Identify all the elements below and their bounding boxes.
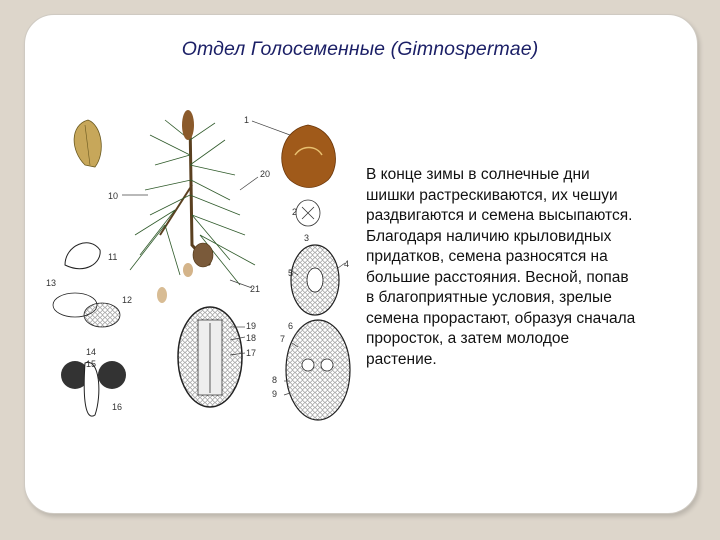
- figure-label: 20: [260, 169, 271, 179]
- text-line: семена прорастают, образуя сначала: [366, 309, 636, 327]
- seed-drawing: [296, 200, 320, 226]
- pine-branch-drawing: [130, 110, 255, 303]
- figure-label: 8: [272, 375, 278, 385]
- figure-label: 12: [122, 295, 133, 305]
- cone-scale-drawing: [282, 125, 336, 188]
- figure-label: 1: [244, 115, 250, 125]
- figure-label: 16: [112, 402, 123, 412]
- ovule-section-drawing: [286, 320, 350, 420]
- pine-anatomy-illustration: [40, 95, 360, 440]
- figure-label: 11: [108, 252, 118, 262]
- ovule-drawing: [291, 245, 339, 315]
- figure-label: 13: [46, 278, 57, 288]
- pollen-drawing: [53, 243, 126, 416]
- figure-label: 14: [86, 347, 97, 357]
- text-line: В конце зимы в солнечные дни: [366, 166, 590, 183]
- text-line: большие расстояния. Весной, попав: [366, 268, 629, 286]
- figure-label: 5: [288, 268, 294, 278]
- slide-title: Отдел Голосеменные (Gimnospermae): [181, 38, 539, 60]
- text-line: шишки растрескиваются, их чешуи: [366, 186, 618, 204]
- figure-label: 3: [304, 233, 310, 243]
- figure-label: 4: [344, 259, 350, 269]
- text-line: Благодаря наличию крыловидных: [366, 227, 612, 245]
- figure-label: 6: [288, 321, 294, 331]
- figure-label: 21: [250, 284, 261, 294]
- text-line: в благоприятные условия, зрелые: [366, 289, 612, 306]
- text-line: растение.: [366, 350, 437, 368]
- slide-body-text: [366, 165, 696, 370]
- figure-label: 2: [292, 207, 298, 217]
- figure-label: 17: [246, 348, 257, 358]
- text-line: проросток, а затем молодое: [366, 330, 570, 347]
- text-line: придатков, семена разносятся на: [366, 248, 608, 265]
- figure-label: 15: [86, 359, 97, 369]
- figure-label: 10: [108, 191, 119, 201]
- seed-section-drawing: [178, 307, 242, 407]
- figure-label: 7: [280, 334, 286, 344]
- figure-label: 9: [272, 389, 278, 399]
- text-line: раздвигаются и семена высыпаются.: [366, 207, 633, 224]
- figure-label: 18: [246, 333, 257, 343]
- male-cone-drawing: [74, 120, 101, 167]
- figure-label: 19: [246, 321, 257, 331]
